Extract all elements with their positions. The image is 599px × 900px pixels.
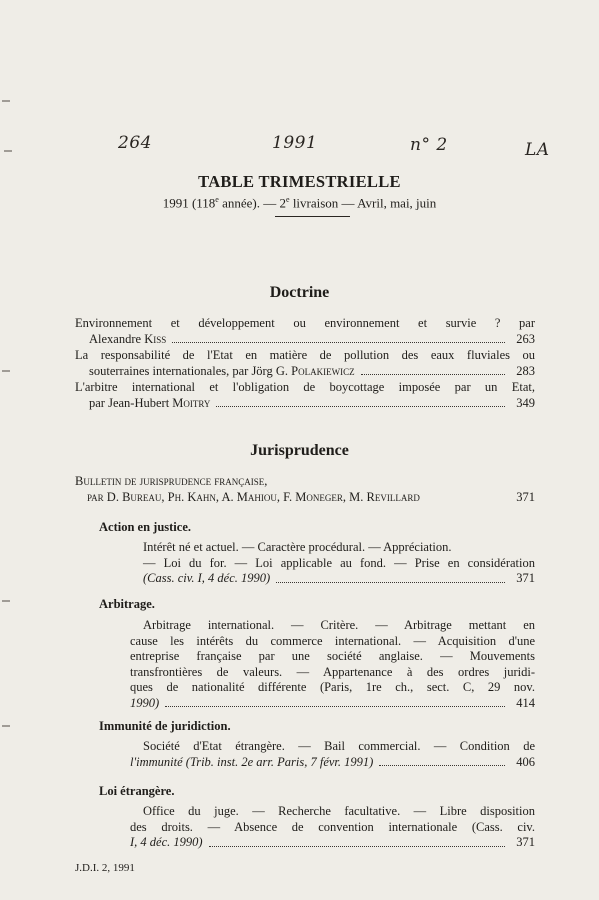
subsection-heading: Action en justice. bbox=[99, 520, 191, 534]
entry-text: Environnement et développement ou environnement et survie ? par bbox=[75, 316, 535, 330]
binding-mark bbox=[2, 370, 10, 372]
case-text: des droits. — Absence de convention internationale (Cass. civ. bbox=[130, 819, 535, 834]
case-entry bbox=[130, 618, 535, 711]
page-subtitle: 1991 (118e année). — 2e livraison — Avril, mai, juin bbox=[162, 195, 437, 211]
entry-text: L'arbitre international et l'obligation de boycottage imposée par un Etat, bbox=[75, 380, 535, 394]
page-title: TABLE TRIMESTRIELLE bbox=[198, 172, 401, 191]
page-footer: J.D.I. 2, 1991 bbox=[75, 862, 135, 874]
subsection-heading: Arbitrage. bbox=[99, 597, 155, 611]
leader-dots bbox=[165, 706, 505, 707]
entry-line: par Jean-Hubert Moitry 349 bbox=[89, 395, 535, 410]
section-heading-doctrine: Doctrine bbox=[269, 284, 330, 301]
handwritten-initials: LA bbox=[525, 140, 550, 160]
entry-line: Alexandre Kiss 263 bbox=[89, 331, 535, 346]
page-number: 414 bbox=[516, 695, 535, 710]
entry-text: La responsabilité de l'Etat en matière de pollution des eaux fluviales ou bbox=[75, 348, 535, 362]
entry-line: 1990) 414 bbox=[130, 695, 535, 710]
bulletin-authors: par D. Bureau, Ph. Kahn, A. Mahiou, F. Moneger, M. Revillard bbox=[87, 489, 420, 504]
leader-dots bbox=[216, 406, 505, 407]
case-text: — Loi du for. — Loi applicable au fond. — Prise en considération bbox=[143, 555, 535, 570]
case-text: transfrontières de valeurs. — Appartenance à des ordres juridi- bbox=[130, 664, 535, 679]
entry-line bbox=[75, 490, 535, 506]
case-text: Intérêt né et actuel. — Caractère procédural. — Appréciation. bbox=[143, 540, 452, 554]
doctrine-entry bbox=[75, 316, 535, 347]
case-text: cause les intérêts du commerce international. — Acquisition d'une bbox=[130, 633, 535, 648]
binding-mark bbox=[2, 725, 10, 727]
doctrine-entry bbox=[75, 348, 535, 379]
doctrine-entry bbox=[75, 380, 535, 411]
binding-mark bbox=[4, 150, 12, 152]
handwritten-issue: n° 2 bbox=[410, 135, 448, 155]
case-text: Office du juge. — Recherche facultative. — Libre disposition bbox=[143, 804, 535, 818]
case-text: Arbitrage international. — Critère. — Arbitrage mettant en bbox=[143, 618, 535, 632]
case-text: ques de nationalité différente (Paris, 1re ch., sect. C, 29 nov. bbox=[130, 680, 535, 694]
leader-dots bbox=[276, 582, 505, 583]
page-number: 406 bbox=[516, 754, 535, 769]
title-rule bbox=[275, 216, 350, 217]
binding-mark bbox=[2, 100, 10, 102]
subsection-heading: Loi étrangère. bbox=[99, 784, 175, 798]
entry-line: l'immunité (Trib. inst. 2e arr. Paris, 7 févr. 1991) 406 bbox=[130, 754, 535, 769]
case-entry bbox=[130, 739, 535, 770]
case-entry bbox=[143, 540, 535, 587]
bulletin-entry bbox=[75, 474, 535, 505]
page-number: 371 bbox=[516, 571, 535, 585]
leader-dots bbox=[379, 765, 505, 766]
leader-dots bbox=[209, 846, 505, 847]
page-number: 371 bbox=[516, 835, 535, 849]
page-number: 371 bbox=[516, 489, 535, 504]
entry-line: (Cass. civ. I, 4 déc. 1990) 371 bbox=[143, 571, 535, 585]
case-text: entreprise française par une société anglaise. — Mouvements bbox=[130, 649, 535, 663]
leader-dots bbox=[361, 374, 505, 375]
section-heading-jurisprudence: Jurisprudence bbox=[250, 442, 349, 459]
leader-dots bbox=[172, 342, 505, 343]
binding-mark bbox=[2, 600, 10, 602]
page-number: 263 bbox=[516, 331, 535, 346]
bulletin-title: Bulletin de jurisprudence française, bbox=[75, 474, 268, 488]
case-text: Société d'Etat étrangère. — Bail commercial. — Condition de bbox=[143, 739, 535, 753]
subsection-heading: Immunité de juridiction. bbox=[99, 719, 231, 733]
page-number: 349 bbox=[516, 395, 535, 410]
entry-line: souterraines internationales, par Jörg G. Polakiewicz 283 bbox=[89, 363, 535, 378]
case-entry bbox=[130, 804, 535, 851]
handwritten-number: 264 bbox=[118, 133, 152, 153]
entry-line: I, 4 déc. 1990) 371 bbox=[130, 835, 535, 849]
handwritten-year: 1991 bbox=[272, 133, 318, 153]
page-number: 283 bbox=[516, 363, 535, 378]
